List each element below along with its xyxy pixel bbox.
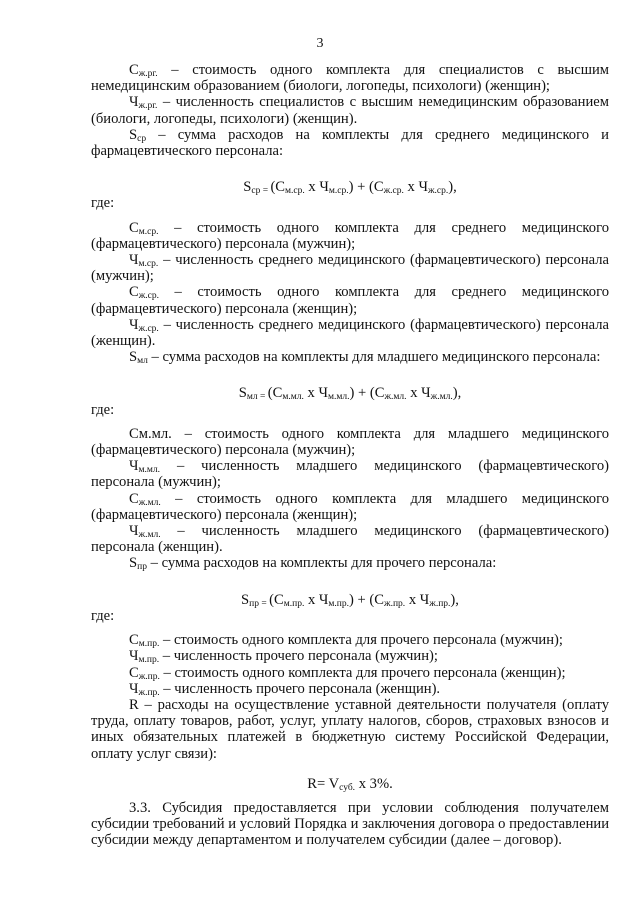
where-label: где:: [91, 401, 115, 418]
definition-paragraph: $С_{м.пр.}$ – стоимость одного комплекта для прочего персонала (мужчин);: [129, 632, 563, 650]
where-label: где:: [91, 195, 115, 212]
document-body: [91, 62, 609, 849]
definition-paragraph: $Ч_{м.мл.}$ – численность младшего медицинского (фармацевтического) персонала (мужчин);: [91, 458, 609, 491]
definition-paragraph: $С_{ж.мл.}$ – стоимость одного комплекта для младшего медицинского (фармацевтического) персонала (женщин);: [91, 490, 609, 523]
definition-paragraph: $С_{ж.рг.}$ – стоимость одного комплекта для специалистов с высшим немедицинским образованием (биологи, логопеды, психологи) (женщин);: [91, 62, 609, 95]
page-number: 3: [316, 36, 324, 51]
definition-paragraph: $Ч_{ж.пр.}$ – численность прочего персонала (женщин).: [129, 680, 441, 698]
definition-paragraph: См.мл. – стоимость одного комплекта для младшего медицинского (фармацевтического) персонала (мужчин);: [91, 425, 609, 459]
definition-paragraph: $Ч_{м.ср.}$ – численность среднего медицинского (фармацевтического) персонала (мужчин);: [91, 252, 609, 285]
definition-paragraph: $Ч_{ж.ср.}$ – численность среднего медицинского (фармацевтического) персонала (женщин).: [91, 316, 609, 350]
definition-paragraph: $S_{мл}$ – сумма расходов на комплекты для младшего медицинского персонала:: [129, 349, 601, 367]
formula-sr: $S_{ср =}$ ($С_{м.ср.}$ х $Ч_{м.ср.}) + (С_{ж.ср.}$ х $Ч_{ж.ср.}$),: [243, 179, 457, 197]
definition-paragraph: $Ч_{м.пр.}$ – численность прочего персонала (мужчин);: [129, 648, 438, 666]
where-label: где:: [91, 607, 115, 624]
definition-paragraph: $Ч_{ж.мл.}$ – численность младшего медицинского (фармацевтического) персонала (женщин).: [91, 523, 609, 556]
definition-paragraph: R – расходы на осуществление уставной деятельности получателя (оплату труда, оплату товаров, работ, услуг, уплату налогов, сборов, страховых взносов и иных обязательных платежей в бюджетную систему Российской Федерации, оплату услуг связи):: [91, 696, 609, 762]
formula-r: $R= V_{суб.}$ х 3%.: [307, 775, 393, 793]
definition-paragraph: $С_{ж.ср.}$ – стоимость одного комплекта для среднего медицинского (фармацевтического) персонала (женщин);: [91, 284, 609, 317]
definition-paragraph: $S_{пр}$ – сумма расходов на комплекты для прочего персонала:: [129, 555, 497, 573]
formula-ml: $S_{мл =}$ ($С_{м.мл.}$ х $Ч_{м.мл.}) + (С_{ж.мл.}$ х $Ч_{ж.мл.}$),: [238, 385, 462, 403]
definition-paragraph: $Ч_{ж.рг.}$ – численность специалистов с высшим немедицинским образованием (биологи, логопеды, психологи) (женщин).: [91, 94, 609, 127]
clause-paragraph: 3.3. Субсидия предоставляется при условии соблюдения получателем субсидии требований и условий Порядка и заключения договора о предоставлении субсидии между департаментом и получателем субсидии (далее – договор).: [91, 799, 609, 849]
definition-paragraph: $С_{ж.пр.}$ – стоимость одного комплекта для прочего персонала (женщин);: [129, 664, 566, 682]
definition-paragraph: $S_{ср}$ – сумма расходов на комплекты для среднего медицинского и фармацевтического персонала:: [91, 126, 609, 160]
formula-pr: $S_{пр =}$ ($С_{м.пр.}$ х $Ч_{м.пр.}) + (С_{ж.пр.}$ х $Ч_{ж.пр.}$),: [241, 591, 459, 609]
definition-paragraph: $С_{м.ср.}$ – стоимость одного комплекта для среднего медицинского (фармацевтического) персонала (мужчин);: [91, 219, 609, 252]
